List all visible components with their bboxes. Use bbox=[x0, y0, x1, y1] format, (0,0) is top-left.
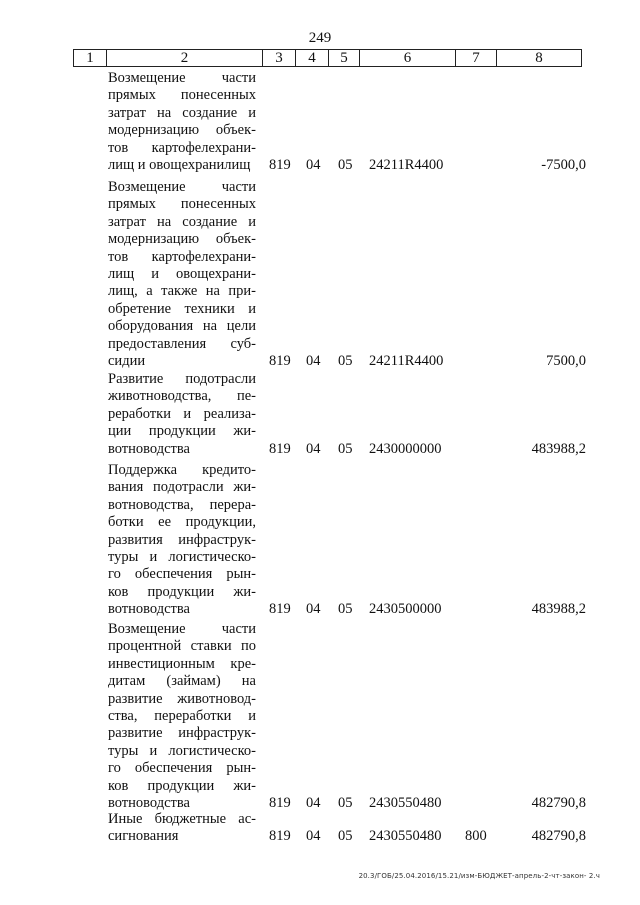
row-description bbox=[108, 811, 256, 846]
row-description-line: ции продукции жи- bbox=[108, 423, 256, 440]
row-cell-c6: 2430500000 bbox=[369, 601, 442, 618]
row-description-line: обретение техники и bbox=[108, 300, 256, 317]
row-description-line: ботки ее продукции, bbox=[108, 514, 256, 531]
column-header-1: 1 bbox=[74, 50, 107, 67]
row-description-line: вотноводства, перера- bbox=[108, 496, 256, 513]
row-description-line: Возмещение части bbox=[108, 70, 256, 86]
row-description-line: сидии bbox=[108, 353, 146, 370]
row-cell-c8: 482790,8 bbox=[531, 828, 586, 845]
row-description-line: лищ, а также на при- bbox=[108, 283, 256, 300]
row-description-line: туры и логистическо- bbox=[108, 549, 256, 566]
row-cell-c6: 2430550480 bbox=[369, 828, 442, 845]
row-cell-c8: -7500,0 bbox=[541, 157, 586, 173]
row-cell-c3: 819 bbox=[269, 795, 291, 811]
row-cell-c8: 482790,8 bbox=[531, 795, 586, 811]
row-description-line: ков продукции жи- bbox=[108, 583, 256, 600]
column-header-row bbox=[74, 50, 582, 67]
row-cell-c5: 05 bbox=[338, 157, 353, 173]
row-description bbox=[108, 462, 256, 619]
row-cell-c4: 04 bbox=[306, 353, 321, 369]
row-description-line: животноводства, пе- bbox=[108, 388, 256, 405]
row-description-line: сигнования bbox=[108, 828, 179, 845]
row-cell-c6: 2430000000 bbox=[369, 440, 442, 457]
row-description-line: дитам (займам) на bbox=[108, 673, 256, 690]
row-description-line: Возмещение части bbox=[108, 621, 256, 637]
row-cell-c4: 04 bbox=[306, 440, 321, 457]
row-cell-c8: 483988,2 bbox=[531, 601, 586, 618]
row-description-line: лищ и овощехранилищ bbox=[108, 157, 251, 174]
row-description-line: развитие инфраструк- bbox=[108, 725, 256, 742]
row-description-line: Развитие подотрасли bbox=[108, 371, 256, 387]
row-description-line: тов картофелехрани- bbox=[108, 139, 256, 156]
column-header-3: 3 bbox=[263, 50, 296, 67]
row-description-line: затрат на создание и bbox=[108, 213, 256, 230]
row-cell-c3: 819 bbox=[269, 828, 291, 845]
row-cell-c6: 24211R4400 bbox=[369, 353, 444, 369]
row-description-line: развитие животновод- bbox=[108, 690, 256, 707]
row-cell-c5: 05 bbox=[338, 601, 353, 618]
row-cell-c3: 819 bbox=[269, 157, 291, 173]
row-description-line: туры и логистическо- bbox=[108, 742, 256, 759]
column-header-4: 4 bbox=[296, 50, 329, 67]
row-description-line: развития инфраструк- bbox=[108, 531, 256, 548]
page-number: 249 bbox=[308, 30, 332, 46]
column-header-5: 5 bbox=[329, 50, 360, 67]
row-cell-c3: 819 bbox=[269, 440, 291, 457]
row-cell-c4: 04 bbox=[306, 828, 321, 845]
row-description-line: прямых понесенных bbox=[108, 87, 256, 104]
row-description-line: го обеспечения рын- bbox=[108, 760, 256, 777]
row-cell-c8: 483988,2 bbox=[531, 440, 586, 457]
row-description-line: вотноводства bbox=[108, 795, 190, 812]
row-cell-c4: 04 bbox=[306, 795, 321, 811]
row-description-line: вотноводства bbox=[108, 440, 190, 457]
row-description-line: модернизацию объек- bbox=[108, 231, 256, 248]
row-description bbox=[108, 621, 256, 812]
column-header-7: 7 bbox=[456, 50, 497, 67]
row-cell-c5: 05 bbox=[338, 828, 353, 845]
row-description-line: Поддержка кредито- bbox=[108, 462, 256, 478]
row-description-line: ков продукции жи- bbox=[108, 777, 256, 794]
footer-file-path: 20.3/ГОБ/25.04.2016/15.21/изм-БЮДЖЕТ-апрель-2-чт-закон- 2.ч bbox=[358, 872, 600, 880]
row-cell-c6: 24211R4400 bbox=[369, 157, 444, 173]
row-cell-c4: 04 bbox=[306, 157, 321, 173]
column-header-table bbox=[73, 49, 582, 67]
row-cell-c3: 819 bbox=[269, 353, 291, 369]
row-description-line: модернизацию объек- bbox=[108, 122, 256, 139]
row-cell-c4: 04 bbox=[306, 601, 321, 618]
row-cell-c7: 800 bbox=[465, 828, 487, 845]
row-cell-c5: 05 bbox=[338, 353, 353, 369]
row-description-line: лищ и овощехрани- bbox=[108, 266, 256, 283]
row-description-line: Возмещение части bbox=[108, 179, 256, 195]
row-cell-c5: 05 bbox=[338, 440, 353, 457]
row-description bbox=[108, 371, 256, 458]
column-header-8: 8 bbox=[497, 50, 582, 67]
row-description-line: реработки и реализа- bbox=[108, 405, 256, 422]
row-cell-c8: 7500,0 bbox=[546, 353, 586, 369]
row-description bbox=[108, 179, 256, 370]
row-cell-c6: 2430550480 bbox=[369, 795, 442, 811]
row-description-line: тов картофелехрани- bbox=[108, 248, 256, 265]
row-description-line: оборудования на цели bbox=[108, 318, 256, 335]
row-description-line: го обеспечения рын- bbox=[108, 566, 256, 583]
row-description-line: инвестиционным кре- bbox=[108, 655, 256, 672]
row-description-line: предоставления суб- bbox=[108, 335, 256, 352]
column-header-2: 2 bbox=[107, 50, 263, 67]
row-description-line: процентной ставки по bbox=[108, 638, 256, 655]
row-description-line: Иные бюджетные ас- bbox=[108, 811, 256, 827]
row-cell-c3: 819 bbox=[269, 601, 291, 618]
row-description bbox=[108, 70, 256, 174]
row-description-line: вания подотрасли жи- bbox=[108, 479, 256, 496]
row-cell-c5: 05 bbox=[338, 795, 353, 811]
row-description-line: ства, переработки и bbox=[108, 708, 256, 725]
row-description-line: вотноводства bbox=[108, 601, 190, 618]
row-description-line: затрат на создание и bbox=[108, 104, 256, 121]
row-description-line: прямых понесенных bbox=[108, 196, 256, 213]
column-header-6: 6 bbox=[360, 50, 456, 67]
